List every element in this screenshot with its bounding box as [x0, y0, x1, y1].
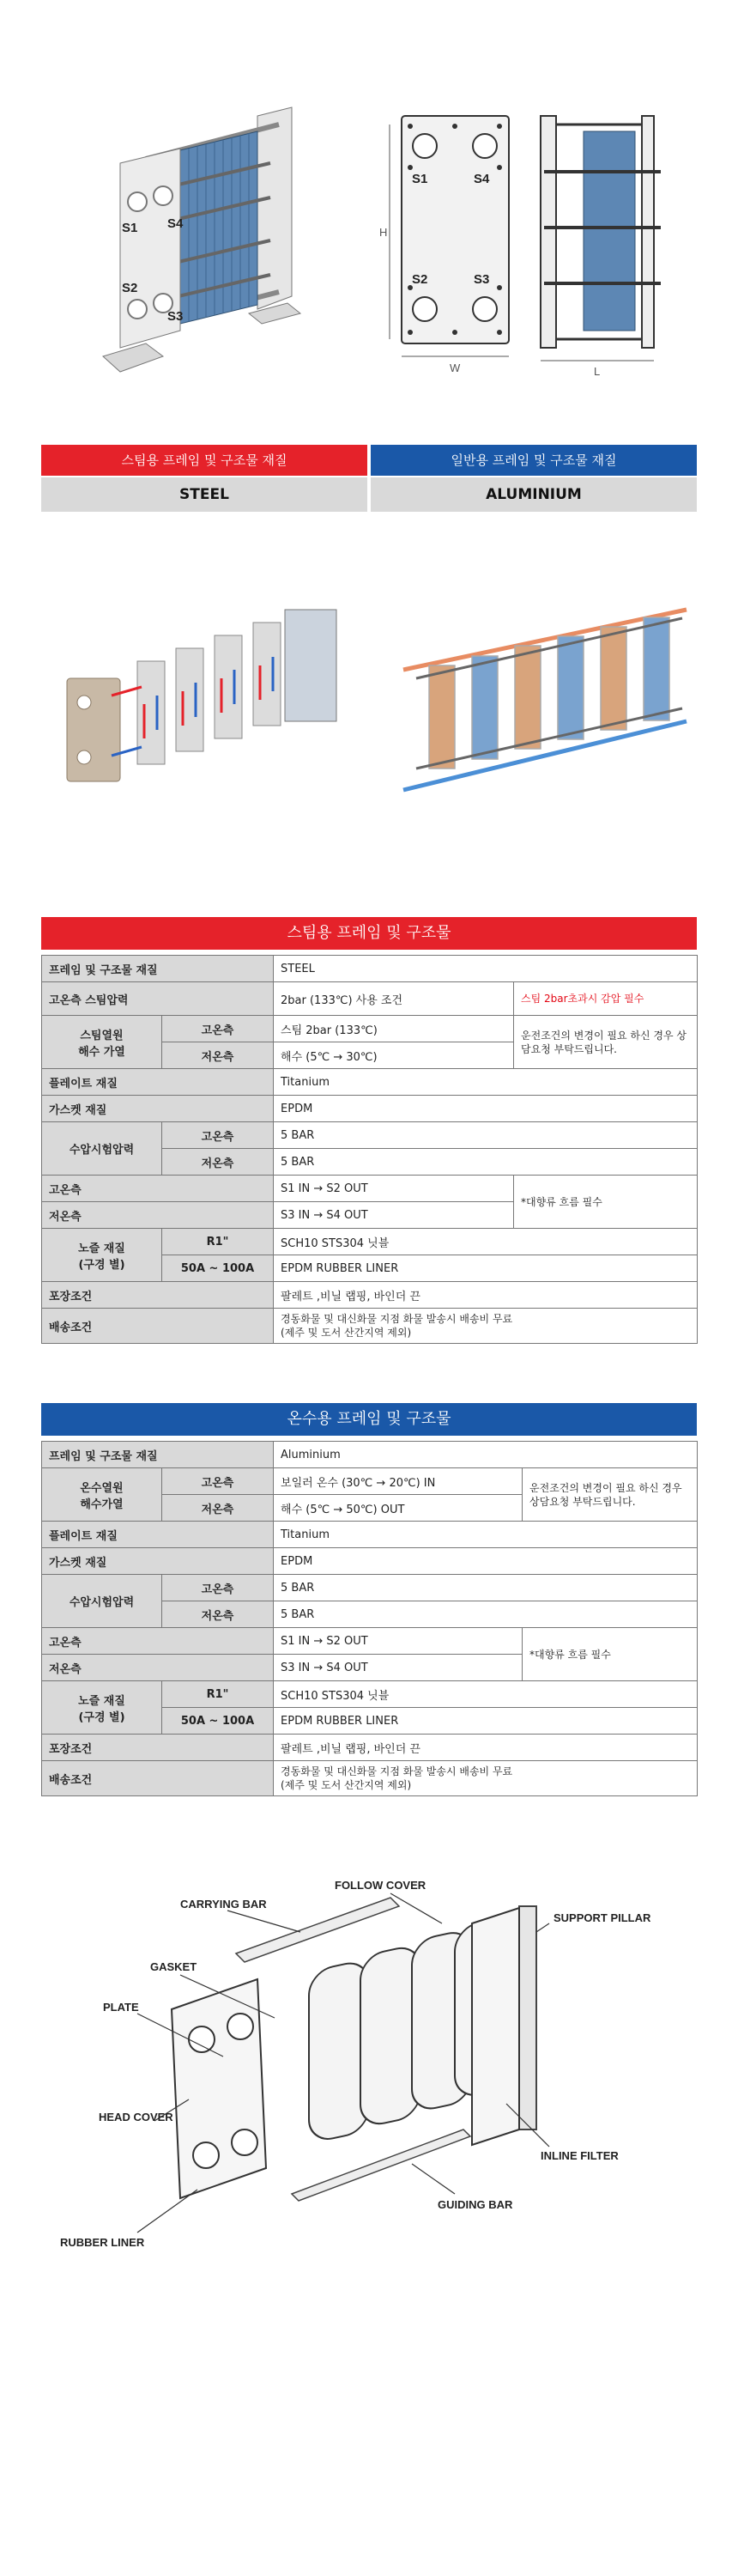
general-material-value: ALUMINIUM: [371, 477, 697, 512]
steam-material-value: STEEL: [41, 477, 367, 512]
test-hot-label: 고온측: [162, 1122, 274, 1149]
table-row: [42, 1548, 698, 1575]
heat-note: 운전조건의 변경이 필요 하신 경우 상담요청 부탁드립니다.: [523, 1468, 698, 1522]
general-material-header: 일반용 프레임 및 구조물 재질: [371, 445, 697, 476]
front-s3-label: S3: [474, 272, 490, 287]
flow-note: *대향류 흐름 필수: [523, 1628, 698, 1681]
exchanger-illustration: [86, 99, 309, 382]
heat-cold-label: 저온측: [162, 1042, 274, 1069]
water-spec-table: [41, 1441, 698, 1796]
test-label: 수압시험압력: [42, 1575, 162, 1628]
nozzle-r1-label: R1": [162, 1681, 274, 1708]
nozzle-label: 노즐 재질 (구경 별): [42, 1229, 162, 1282]
cold-flow-value: S3 IN → S4 OUT: [274, 1202, 514, 1229]
steam-material-header: 스팀용 프레임 및 구조물 재질: [41, 445, 367, 476]
heat-hot-label: 고온측: [162, 1468, 274, 1495]
plate-value: Titanium: [274, 1069, 698, 1096]
heat-label: 스팀열원 해수 가열: [42, 1016, 162, 1069]
frame-value: STEEL: [274, 956, 698, 982]
table-row: [42, 1122, 698, 1149]
inline-filter-label: INLINE FILTER: [541, 2149, 619, 2162]
steam-pressure-label: 고온측 스팀압력: [42, 982, 274, 1016]
test-hot-value: 5 BAR: [274, 1122, 698, 1149]
ship-value: 경동화물 및 대신화물 지점 화물 발송시 배송비 무료 (제주 및 도서 산간지역 제외): [274, 1309, 698, 1344]
gasket-label: GASKET: [150, 1960, 197, 1973]
ship-value: 경동화물 및 대신화물 지점 화물 발송시 배송비 무료 (제주 및 도서 산간지역 제외): [274, 1761, 698, 1796]
steam-table-title: 스팀용 프레임 및 구조물: [41, 917, 697, 950]
heat-note: 운전조건의 변경이 필요 하신 경우 상담요청 부탁드립니다.: [514, 1016, 698, 1069]
port-s1-label: S1: [122, 221, 138, 235]
plate-label: 플레이트 재질: [42, 1522, 274, 1548]
plate-label: PLATE: [103, 2001, 139, 2014]
gasket-label: 가스켓 재질: [42, 1096, 274, 1122]
port-s2-label: S2: [122, 281, 138, 295]
nozzle-r1-label: R1": [162, 1229, 274, 1255]
table-row: [42, 1069, 698, 1096]
steam-spec-table: [41, 955, 698, 1344]
nozzle-big-label: 50A ~ 100A: [162, 1708, 274, 1735]
front-s1-label: S1: [412, 172, 428, 186]
test-cold-label: 저온측: [162, 1149, 274, 1176]
pack-value: 팔레트 ,비닐 랩핑, 바인더 끈: [274, 1735, 698, 1761]
plate-value: Titanium: [274, 1522, 698, 1548]
test-hot-value: 5 BAR: [274, 1575, 698, 1601]
port-s4-label: S4: [167, 216, 184, 231]
heat-hot-label: 고온측: [162, 1016, 274, 1042]
table-row: [42, 982, 698, 1016]
side-view-drawing: [532, 99, 669, 382]
plate-label: 플레이트 재질: [42, 1069, 274, 1096]
front-view-drawing: [378, 99, 523, 382]
water-table-title: 온수용 프레임 및 구조물: [41, 1403, 697, 1436]
front-s4-label: S4: [474, 172, 490, 186]
test-label: 수압시험압력: [42, 1122, 162, 1176]
follow-cover-label: FOLLOW COVER: [335, 1879, 426, 1892]
table-row: [42, 1016, 698, 1042]
table-row: [42, 1468, 698, 1495]
table-row: [42, 1735, 698, 1761]
pack-label: 포장조건: [42, 1282, 274, 1309]
cold-flow-label: 저온측: [42, 1202, 274, 1229]
hot-flow-value: S1 IN → S2 OUT: [274, 1628, 523, 1655]
table-row: [42, 1522, 698, 1548]
cold-flow-value: S3 IN → S4 OUT: [274, 1655, 523, 1681]
port-s3-label: S3: [167, 309, 184, 324]
steam-pressure-note: 스팀 2bar초과시 감압 필수: [514, 982, 698, 1016]
nozzle-big-value: EPDM RUBBER LINER: [274, 1255, 698, 1282]
head-cover-label: HEAD COVER: [99, 2111, 173, 2123]
test-cold-label: 저온측: [162, 1601, 274, 1628]
heat-label: 온수열원 해수가열: [42, 1468, 162, 1522]
table-row: [42, 1096, 698, 1122]
dim-l-label: L: [594, 365, 601, 378]
steam-pressure-value: 2bar (133℃) 사용 조건: [274, 982, 514, 1016]
material-band: [41, 445, 697, 513]
gasket-value: EPDM: [274, 1096, 698, 1122]
flow-note: *대향류 흐름 필수: [514, 1176, 698, 1229]
hot-flow-value: S1 IN → S2 OUT: [274, 1176, 514, 1202]
guiding-bar-label: GUIDING BAR: [438, 2198, 513, 2211]
frame-value: Aluminium: [274, 1442, 698, 1468]
test-hot-label: 고온측: [162, 1575, 274, 1601]
support-pillar-label: SUPPORT PILLAR: [554, 1911, 651, 1924]
table-row: [42, 1282, 698, 1309]
test-cold-value: 5 BAR: [274, 1149, 698, 1176]
table-row: [42, 1309, 698, 1344]
carrying-bar-label: CARRYING BAR: [180, 1898, 267, 1911]
heat-hot-value: 보일러 온수 (30℃ → 20℃) IN: [274, 1468, 523, 1495]
gasket-label: 가스켓 재질: [42, 1548, 274, 1575]
frame-label: 프레임 및 구조물 재질: [42, 956, 274, 982]
heat-hot-value: 스팀 2bar (133℃): [274, 1016, 514, 1042]
table-row: [42, 1628, 698, 1655]
pack-value: 팔레트 ,비닐 랩핑, 바인더 끈: [274, 1282, 698, 1309]
frame-label: 프레임 및 구조물 재질: [42, 1442, 274, 1468]
nozzle-big-value: EPDM RUBBER LINER: [274, 1708, 698, 1735]
hot-flow-label: 고온측: [42, 1628, 274, 1655]
table-row: [42, 1229, 698, 1255]
heat-cold-value: 해수 (5℃ → 30℃): [274, 1042, 514, 1069]
front-s2-label: S2: [412, 272, 428, 287]
nozzle-label: 노즐 재질 (구경 별): [42, 1681, 162, 1735]
parts-diagram: [51, 1872, 704, 2275]
dim-h-label: H: [379, 226, 388, 239]
nozzle-r1-value: SCH10 STS304 닛블: [274, 1681, 698, 1708]
ship-label: 배송조건: [42, 1309, 274, 1344]
cold-flow-label: 저온측: [42, 1655, 274, 1681]
heat-cold-value: 해수 (5℃ → 50℃) OUT: [274, 1495, 523, 1522]
heat-cold-label: 저온측: [162, 1495, 274, 1522]
table-row: [42, 1681, 698, 1708]
hot-flow-label: 고온측: [42, 1176, 274, 1202]
table-row: [42, 1761, 698, 1796]
assembled-view-aluminium: [395, 592, 704, 799]
ship-label: 배송조건: [42, 1761, 274, 1796]
table-row: [42, 1176, 698, 1202]
exploded-view-steel: [60, 601, 343, 790]
pack-label: 포장조건: [42, 1735, 274, 1761]
test-cold-value: 5 BAR: [274, 1601, 698, 1628]
nozzle-r1-value: SCH10 STS304 닛블: [274, 1229, 698, 1255]
table-row: [42, 1575, 698, 1601]
rubber-liner-label: RUBBER LINER: [60, 2236, 145, 2249]
table-row: [42, 956, 698, 982]
gasket-value: EPDM: [274, 1548, 698, 1575]
dim-w-label: W: [450, 361, 461, 374]
nozzle-big-label: 50A ~ 100A: [162, 1255, 274, 1282]
table-row: [42, 1442, 698, 1468]
